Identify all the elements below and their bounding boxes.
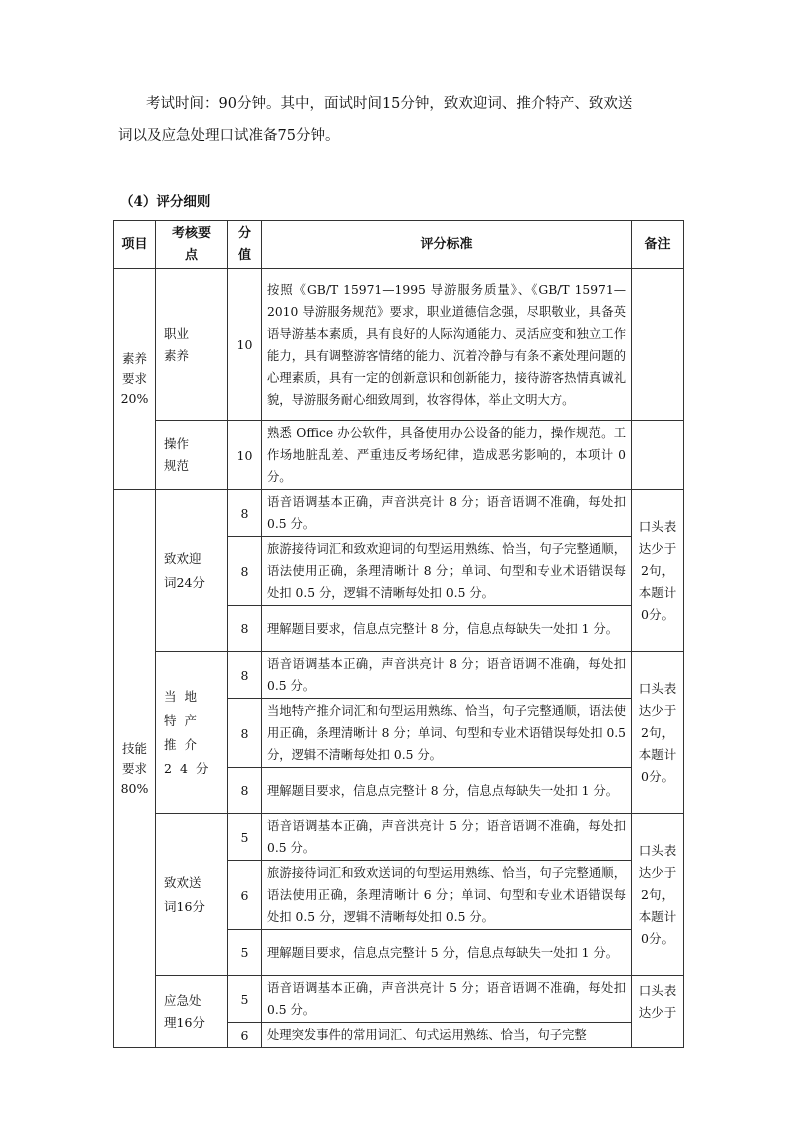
point-cell: 致欢迎词24分 bbox=[156, 490, 228, 652]
header-score: 分值 bbox=[228, 221, 262, 269]
score-cell: 6 bbox=[228, 861, 262, 930]
score-cell: 8 bbox=[228, 699, 262, 768]
table-row bbox=[114, 269, 684, 421]
criteria-cell: 熟悉 Office 办公软件，具备使用办公设备的能力，操作规范。工作场地脏乱差、严重违反考场纪律，造成恶劣影响的，本项计 0 分。 bbox=[262, 421, 632, 490]
exam-time-line-1: 考试时间：90分钟。其中，面试时间15分钟，致欢迎词、推介特产、致欢送 bbox=[146, 96, 633, 112]
note-cell: 口头表达少于2句，本题计0分。 bbox=[632, 814, 684, 976]
category-skills: 技能要求80% bbox=[114, 490, 156, 1048]
note-cell bbox=[632, 421, 684, 490]
score-cell: 8 bbox=[228, 537, 262, 606]
criteria-cell: 处理突发事件的常用词汇、句式运用熟练、恰当，句子完整 bbox=[262, 1023, 632, 1048]
point-cell: 应急处理16分 bbox=[156, 976, 228, 1048]
header-criteria: 评分标准 bbox=[262, 221, 632, 269]
scoring-table bbox=[113, 220, 684, 1048]
criteria-cell: 旅游接待词汇和致欢迎词的句型运用熟练、恰当，句子完整通顺，语法使用正确，条理清晰计 8 分；单词、句型和专业术语错误每处扣 0.5 分，逻辑不清晰每处扣 0.5 分。 bbox=[262, 537, 632, 606]
score-cell: 8 bbox=[228, 606, 262, 652]
criteria-cell: 语音语调基本正确，声音洪亮计 8 分；语音语调不准确，每处扣 0.5 分。 bbox=[262, 652, 632, 699]
score-cell: 6 bbox=[228, 1023, 262, 1048]
exam-time-paragraph bbox=[118, 88, 678, 152]
criteria-cell: 语音语调基本正确，声音洪亮计 5 分；语音语调不准确，每处扣 0.5 分。 bbox=[262, 976, 632, 1023]
section-title: （4）评分细则 bbox=[120, 194, 211, 210]
score-cell: 5 bbox=[228, 976, 262, 1023]
criteria-cell: 当地特产推介词汇和句型运用熟练、恰当，句子完整通顺，语法使用正确，条理清晰计 8 分；单词、句型和专业术语错误每处扣 0.5 分，逻辑不清晰每处扣 0.5 分。 bbox=[262, 699, 632, 768]
criteria-cell: 理解题目要求，信息点完整计 8 分，信息点每缺失一处扣 1 分。 bbox=[262, 606, 632, 652]
score-cell: 5 bbox=[228, 814, 262, 861]
header-point: 考核要点 bbox=[156, 221, 228, 269]
exam-time-line-2: 词以及应急处理口试准备75分钟。 bbox=[118, 128, 340, 144]
score-cell: 8 bbox=[228, 768, 262, 814]
category-quality: 素养要求20% bbox=[114, 269, 156, 490]
score-cell: 8 bbox=[228, 652, 262, 699]
score-cell: 10 bbox=[228, 421, 262, 490]
score-cell: 5 bbox=[228, 930, 262, 976]
criteria-cell: 旅游接待词汇和致欢送词的句型运用熟练、恰当，句子完整通顺，语法使用正确，条理清晰计 6 分；单词、句型和专业术语错误每处扣 0.5 分，逻辑不清晰每处扣 0.5 分。 bbox=[262, 861, 632, 930]
criteria-cell: 理解题目要求，信息点完整计 5 分，信息点每缺失一处扣 1 分。 bbox=[262, 930, 632, 976]
note-cell: 口头表达少于2句，本题计0分。 bbox=[632, 490, 684, 652]
point-cell: 当地特产推介24分 bbox=[156, 652, 228, 814]
criteria-cell: 语音语调基本正确，声音洪亮计 8 分；语音语调不准确，每处扣 0.5 分。 bbox=[262, 490, 632, 537]
note-cell bbox=[632, 269, 684, 421]
table-row bbox=[114, 490, 684, 537]
point-cell: 职业素养 bbox=[156, 269, 228, 421]
point-cell: 操作规范 bbox=[156, 421, 228, 490]
score-cell: 10 bbox=[228, 269, 262, 421]
table-header-row bbox=[114, 221, 684, 269]
criteria-cell: 理解题目要求，信息点完整计 8 分，信息点每缺失一处扣 1 分。 bbox=[262, 768, 632, 814]
table-row bbox=[114, 421, 684, 490]
header-item: 项目 bbox=[114, 221, 156, 269]
criteria-cell: 按照《GB/T 15971—1995 导游服务质量》、《GB/T 15971—2010 导游服务规范》要求，职业道德信念强，尽职敬业，具备英语导游基本素质，具有良好的人际沟通能力、灵活应变和独立工作能力，具有调整游客情绪的能力、沉着冷静与有条不紊处理问题的心理素质，具有一定的创新意识和创新能力，接待游客热情真诚礼貌，导游服务耐心细致周到，妆容得体，举止文明大方。 bbox=[262, 269, 632, 421]
header-note: 备注 bbox=[632, 221, 684, 269]
table-row bbox=[114, 976, 684, 1023]
table-row bbox=[114, 652, 684, 699]
criteria-cell: 语音语调基本正确，声音洪亮计 5 分；语音语调不准确，每处扣 0.5 分。 bbox=[262, 814, 632, 861]
note-cell: 口头表达少于2句，本题计0分。 bbox=[632, 652, 684, 814]
note-cell: 口头表达少于 bbox=[632, 976, 684, 1048]
score-cell: 8 bbox=[228, 490, 262, 537]
point-cell: 致欢送词16分 bbox=[156, 814, 228, 976]
table-row bbox=[114, 814, 684, 861]
